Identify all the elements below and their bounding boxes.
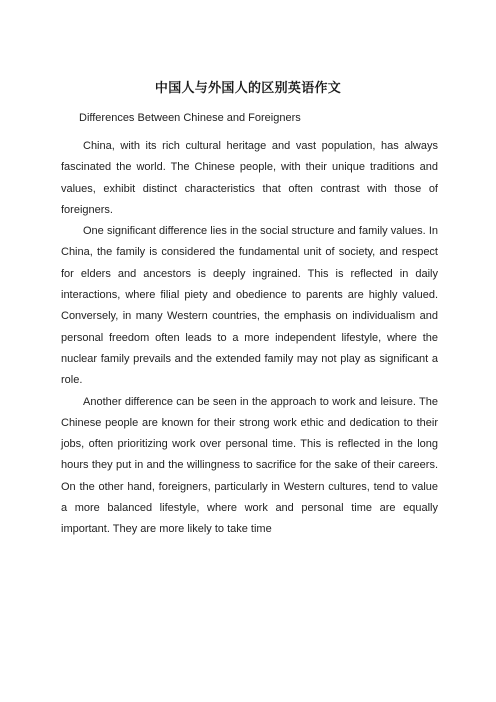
- paragraph: China, with its rich cultural heritage and vast population, has always fascinated the world. The Chinese people, with their unique traditions and values, exhibit distinct characteristics that often contrast with those of foreigners.: [61, 140, 438, 216]
- document-title: 中国人与外国人的区别英语作文: [154, 81, 342, 96]
- essay-heading: Differences Between Chinese and Foreigners: [79, 112, 301, 124]
- essay-body: [61, 136, 438, 541]
- paragraph: One significant difference lies in the social structure and family values. In China, the family is considered the fundamental unit of society, and respect for elders and ancestors is deeply ingrained. This is reflected in daily interactions, where filial piety and obedience to parents are highly valued. Conversely, in many Western countries, the emphasis on individualism and personal freedom often leads to a more independent lifestyle, where the nuclear family prevails and the extended family may not play as significant a role.: [61, 225, 438, 387]
- paragraph: Another difference can be seen in the approach to work and leisure. The Chinese people are known for their strong work ethic and dedication to their jobs, often prioritizing work over personal time. This is reflected in the long hours they put in and the willingness to sacrifice for the sake of their careers. On the other hand, foreigners, particularly in Western cultures, tend to value a more balanced lifestyle, where work and personal time are equally important. They are more likely to take time: [61, 395, 438, 536]
